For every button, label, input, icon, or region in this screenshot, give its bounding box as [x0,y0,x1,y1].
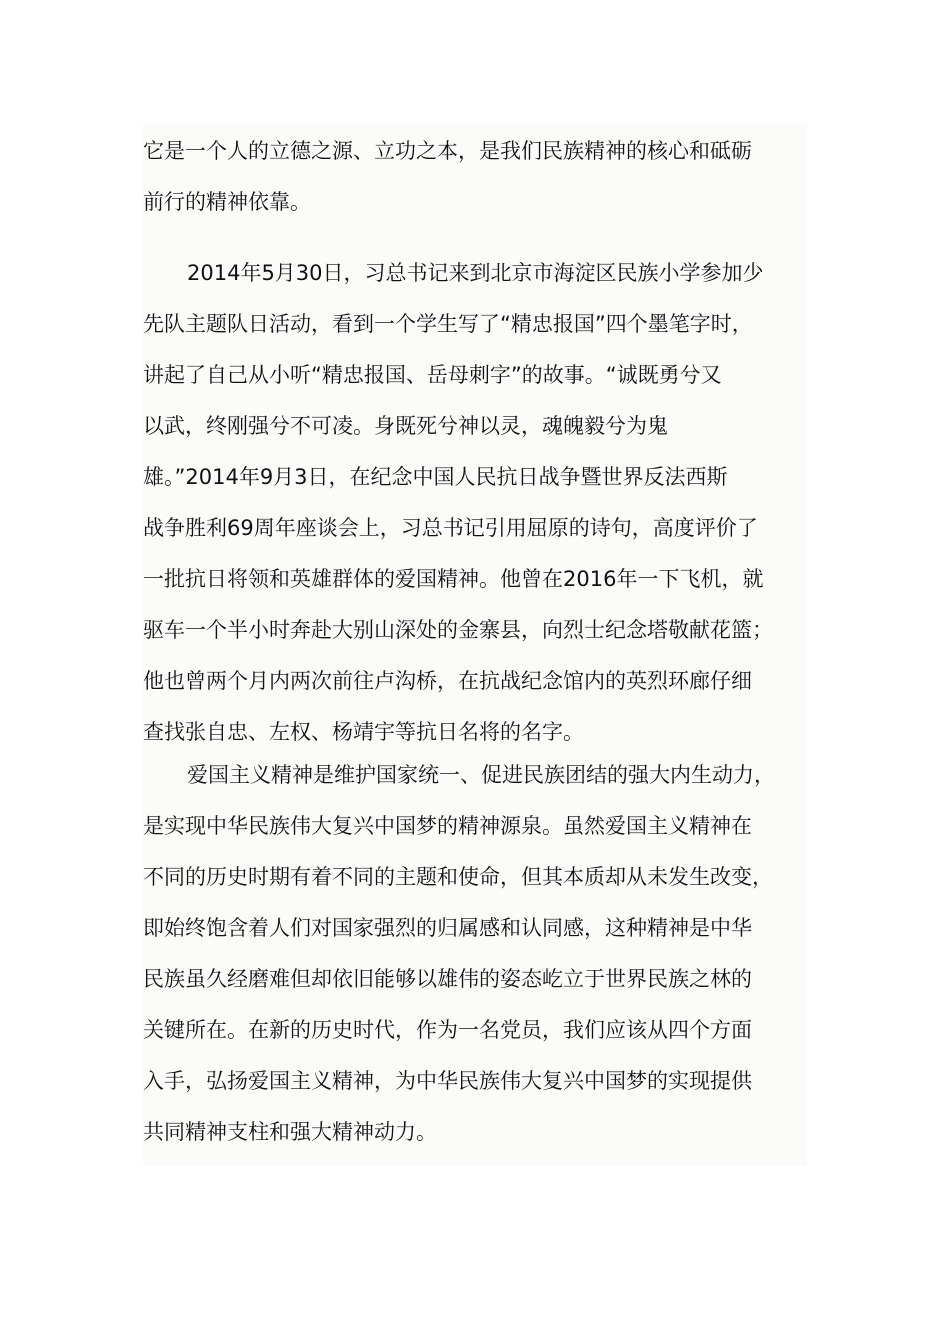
paragraph-line: 战争胜利69周年座谈会上，习总书记引用屈原的诗句，高度评价了 [143,516,758,540]
paragraph-line: 即始终饱含着人们对国家强烈的归属感和认同感，这种精神是中华 [143,916,752,940]
paragraph-1 [143,126,807,228]
paragraph-2 [143,248,807,758]
paragraph-line: 关键所在。在新的历史时代，作为一名党员，我们应该从四个方面 [143,1018,752,1042]
text-block [143,124,807,1166]
paragraph-line: 民族虽久经磨难但却依旧能够以雄伟的姿态屹立于世界民族之林的 [143,967,752,991]
paragraph-line: 一批抗日将领和英雄群体的爱国精神。他曾在2016年一下飞机，就 [143,567,764,591]
paragraph-line: 前行的精神依靠。 [143,190,311,214]
paragraph-line: 他也曾两个月内两次前往卢沟桥，在抗战纪念馆内的英烈环廊仔细 [143,669,752,693]
paragraph-line: 共同精神支柱和强大精神动力。 [143,1120,437,1144]
paragraph-line: 它是一个人的立德之源、立功之本，是我们民族精神的核心和砥砺 [143,139,752,163]
paragraph-line: 讲起了自己从小听“精忠报国、岳母刺字”的故事。“诚既勇兮又 [143,363,722,387]
paragraph-line: 爱国主义精神是维护国家统一、促进民族团结的强大内生动力， [187,763,775,787]
paragraph-line: 2014年5月30日，习总书记来到北京市海淀区民族小学参加少 [187,261,764,285]
paragraph-line: 查找张自忠、左权、杨靖宇等抗日名将的名字。 [143,720,584,744]
paragraph-line: 驱车一个半小时奔赴大别山深处的金寨县，向烈士纪念塔敬献花篮； [143,618,773,642]
paragraph-3 [143,750,807,1158]
paragraph-line: 入手，弘扬爱国主义精神，为中华民族伟大复兴中国梦的实现提供 [143,1069,752,1093]
paragraph-line: 以武，终刚强兮不可凌。身既死兮神以灵，魂魄毅兮为鬼 [143,414,668,438]
paragraph-line: 先队主题队日活动，看到一个学生写了“精忠报国”四个墨笔字时， [143,312,753,336]
paragraph-line: 是实现中华民族伟大复兴中国梦的精神源泉。虽然爱国主义精神在 [143,814,752,838]
paragraph-line: 雄。”2014年9月3日，在纪念中国人民抗日战争暨世界反法西斯 [143,465,728,489]
paragraph-line: 不同的历史时期有着不同的主题和使命，但其本质却从未发生改变， [143,865,773,889]
